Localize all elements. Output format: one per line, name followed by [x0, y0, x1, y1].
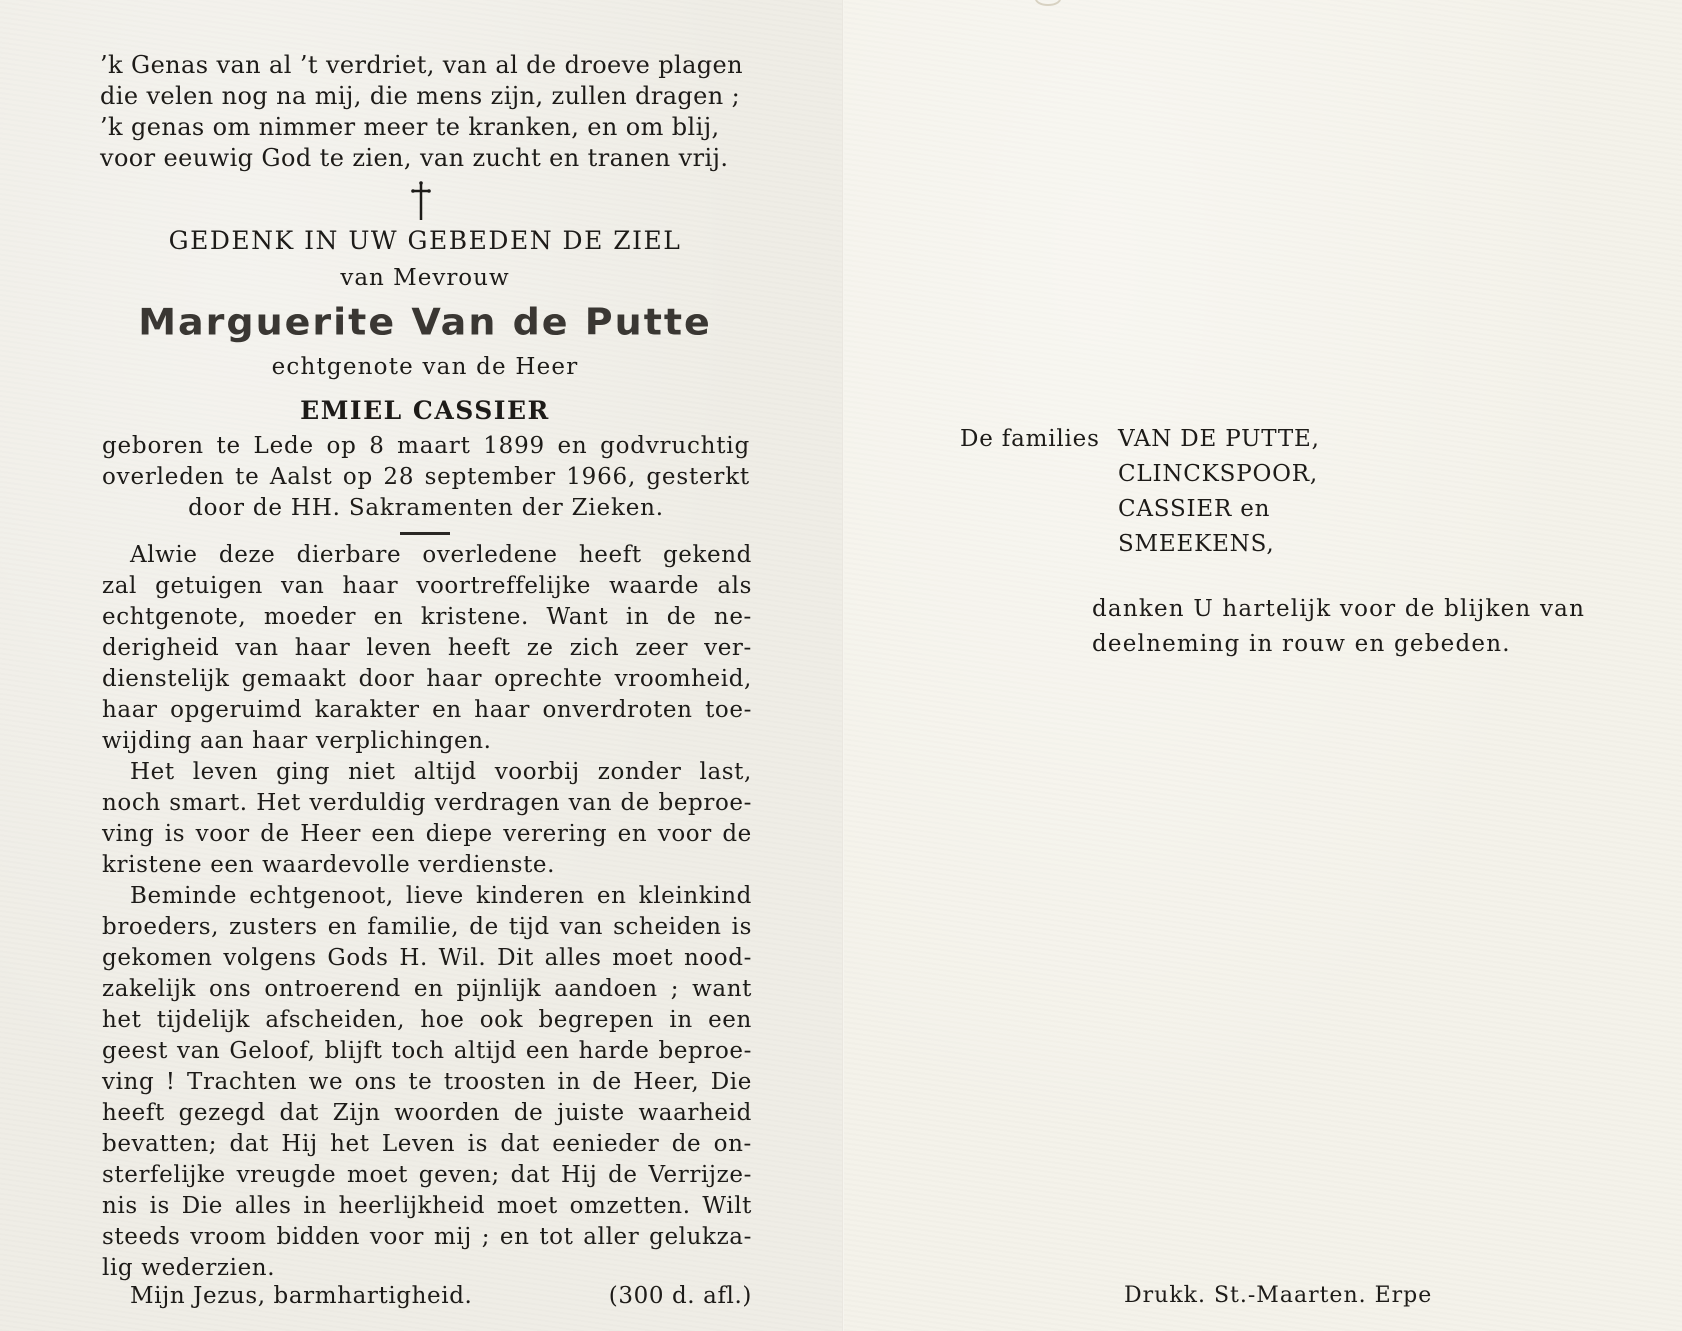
poem [100, 50, 750, 174]
word: pijnlijk [456, 976, 542, 1002]
word: toch [391, 1038, 445, 1064]
word: en [596, 883, 627, 909]
word: oprechte [494, 666, 603, 692]
text-line [102, 633, 752, 664]
families-row [960, 527, 1320, 562]
word: zeer [635, 635, 689, 661]
word: de [260, 821, 290, 847]
word: en [557, 433, 588, 459]
word: verplichingen. [315, 728, 492, 754]
word: aller [583, 1224, 640, 1250]
word: heeft [578, 542, 642, 568]
word: dat [279, 1100, 319, 1126]
word: ; [670, 976, 680, 1002]
word: in [303, 1193, 327, 1219]
word: Geloof, [229, 1038, 316, 1064]
word: omzetten. [569, 1193, 691, 1219]
cross-icon [406, 180, 436, 222]
word: vreugde [236, 1162, 337, 1188]
indulgence-note: (300 d. afl.) [608, 1283, 752, 1309]
word: te [216, 433, 241, 459]
word: last, [699, 759, 752, 785]
word: kleinkind [638, 883, 752, 909]
bio-line [102, 431, 750, 462]
word: ons [354, 1069, 397, 1095]
word: woorden [394, 1100, 501, 1126]
word: het [102, 1007, 142, 1033]
memorial-text [102, 540, 752, 1284]
word: noch [102, 790, 161, 816]
word: nis [102, 1193, 138, 1219]
word: ons [209, 976, 252, 1002]
word: on- [713, 1131, 752, 1157]
word: in [625, 604, 650, 630]
word: diepe [425, 821, 493, 847]
word: van [559, 914, 604, 940]
word: 1899 [483, 433, 545, 459]
text-line [102, 974, 752, 1005]
word: van [568, 790, 612, 816]
remembrance-heading: GEDENK IN UW GEBEDEN DE ZIEL [168, 226, 682, 255]
word: voor [195, 821, 250, 847]
word: de [469, 914, 499, 940]
word: voor [657, 821, 712, 847]
word: de [620, 790, 651, 816]
word: Dit [497, 945, 534, 971]
word: aandoen [554, 976, 658, 1002]
text-line [102, 1191, 752, 1222]
bio-line: door de HH. Sakramenten der Zieken. [188, 495, 664, 521]
word: Leven [381, 1131, 456, 1157]
word: kristene [102, 852, 203, 878]
word: Want [546, 604, 609, 630]
word: haar [294, 635, 351, 661]
word: moeder [263, 604, 357, 630]
word: waarheid [638, 1100, 752, 1126]
word: alles [234, 1193, 292, 1219]
word: maart [397, 433, 471, 459]
word: de [592, 1069, 622, 1095]
word: in [669, 1007, 693, 1033]
word: ; [481, 1224, 491, 1250]
text-line [102, 1253, 752, 1284]
text-line [102, 1098, 752, 1129]
word: harde [578, 1038, 650, 1064]
word: beproe- [658, 790, 752, 816]
families-block [960, 422, 1320, 562]
word: zonder [597, 759, 682, 785]
word: Gods [327, 945, 389, 971]
word: mij [433, 1224, 472, 1250]
word: de [513, 1100, 544, 1126]
word: lieve [405, 883, 464, 909]
word: kinderen [476, 883, 585, 909]
word: voortreffelijke [416, 573, 591, 599]
text-line [102, 664, 752, 695]
right-page [844, 0, 1682, 1331]
word: zakelijk [102, 976, 196, 1002]
poem-line: ’k Genas van al ’t verdriet, van al de droeve plagen [100, 51, 744, 79]
word: ontroerend [264, 976, 401, 1002]
word: nood- [683, 945, 752, 971]
word: een [708, 1007, 752, 1033]
printer-credit: Drukk. St.-Maarten. Erpe [1124, 1283, 1433, 1308]
word: op [342, 464, 374, 490]
word: ! [165, 1069, 176, 1095]
closing-prayer: Mijn Jezus, barmhartigheid. [130, 1283, 473, 1309]
word: lig [102, 1255, 134, 1281]
word: juiste [557, 1100, 625, 1126]
word: wederzien. [141, 1255, 276, 1281]
word: dierbare [296, 542, 402, 568]
families-intro: De families [960, 426, 1100, 452]
thanks-message [1092, 592, 1608, 662]
word: geest [102, 1038, 168, 1064]
text-line [102, 1036, 752, 1067]
word: Aalst [269, 464, 333, 490]
word: beproe- [658, 1038, 752, 1064]
word: en [327, 914, 358, 940]
word: derigheid [102, 635, 220, 661]
word: 8 [369, 433, 385, 459]
word: 1966, [566, 464, 637, 490]
families-row [960, 492, 1320, 527]
word: gezegd [178, 1100, 266, 1126]
word: godvruchtig [600, 433, 750, 459]
text-line [102, 571, 752, 602]
word: Beminde [130, 883, 238, 909]
text-line [102, 1129, 752, 1160]
word: broeders, [102, 914, 220, 940]
word: is [164, 821, 186, 847]
word: verering [503, 821, 608, 847]
word: smart. [169, 790, 248, 816]
word: haar [252, 728, 308, 754]
word: getuigen [155, 573, 263, 599]
word: Alwie [130, 542, 198, 568]
text-line [102, 912, 752, 943]
title-of-address: van Mevrouw [340, 265, 510, 291]
spouse-relation: echtgenote van de Heer [271, 354, 579, 380]
spouse-name: EMIEL CASSIER [300, 396, 550, 425]
word: karakter [314, 697, 420, 723]
word: heeft [102, 1100, 165, 1126]
word: leven [366, 635, 432, 661]
word: steeds [102, 1224, 181, 1250]
word: Die [181, 1193, 223, 1219]
word: gemaakt [241, 666, 347, 692]
word: gelukza- [649, 1224, 752, 1250]
poem-line: ’k genas om nimmer meer te kranken, en om blij, [100, 113, 720, 141]
word: van [235, 635, 279, 661]
word: te [408, 1069, 433, 1095]
word: zusters [229, 914, 318, 940]
word: dat [229, 1131, 269, 1157]
word: zich [569, 635, 620, 661]
word: haar [426, 666, 483, 692]
word: tijdelijk [156, 1007, 251, 1033]
word: altijd [413, 759, 477, 785]
poem-line: voor eeuwig God te zien, van zucht en tranen vrij. [100, 144, 729, 172]
text-line [102, 757, 752, 788]
text-line [102, 540, 752, 571]
word: Heer [300, 821, 361, 847]
families-row [960, 422, 1320, 457]
word: is [731, 914, 752, 940]
word: in [557, 1069, 581, 1095]
family-name: CASSIER en [1118, 496, 1271, 522]
word: eenieder [552, 1131, 660, 1157]
word: moet [612, 945, 674, 971]
text-line [102, 788, 752, 819]
word: dat [500, 1131, 540, 1157]
text-line [102, 881, 752, 912]
word: en [432, 697, 462, 723]
word: sterfelijke [102, 1162, 226, 1188]
word: volgens [223, 945, 317, 971]
word: toe- [705, 697, 752, 723]
word: moet [347, 1162, 408, 1188]
word: we [308, 1069, 344, 1095]
word: als [717, 573, 752, 599]
word: leven [192, 759, 259, 785]
text-line [102, 695, 752, 726]
word: Wil. [438, 945, 487, 971]
word: blijft [324, 1038, 383, 1064]
word: bevatten; [102, 1131, 218, 1157]
word: overledene [422, 542, 558, 568]
word: en [617, 821, 648, 847]
word: Wilt [702, 1193, 752, 1219]
divider-rule [400, 532, 450, 535]
word: want [692, 976, 752, 1002]
word: tijd [508, 914, 550, 940]
word: dienstelijk [102, 666, 230, 692]
word: Trachten [187, 1069, 298, 1095]
text-line [102, 943, 752, 974]
word: voor [369, 1224, 424, 1250]
word: Lede [253, 433, 314, 459]
word: zal [102, 573, 137, 599]
word: en [413, 976, 444, 1002]
poem-line: die velen nog na mij, die mens zijn, zullen dragen ; [100, 82, 741, 110]
word: waardevolle [262, 852, 411, 878]
word: afscheiden, [265, 1007, 406, 1033]
text-line [102, 850, 752, 881]
thanks-line: deelneming in rouw en gebeden. [1092, 631, 1511, 657]
word: geven; [418, 1162, 500, 1188]
word: haar [102, 697, 158, 723]
word: de [671, 1131, 702, 1157]
word: bidden [276, 1224, 361, 1250]
word: wijding [102, 728, 192, 754]
word: een [210, 852, 255, 878]
word: vroom [190, 1224, 267, 1250]
word: scheiden [613, 914, 722, 940]
text-line [102, 1222, 752, 1253]
word: gekomen [102, 945, 213, 971]
family-name: VAN DE PUTTE, [1118, 426, 1320, 452]
word: Zijn [332, 1100, 381, 1126]
word: een [525, 1038, 570, 1064]
thanks-line: danken U hartelijk voor de blijken van [1092, 596, 1586, 622]
text-line [102, 1160, 752, 1191]
word: heeft [447, 635, 511, 661]
word: familie, [367, 914, 460, 940]
word: gekend [662, 542, 752, 568]
word: Verrijze- [648, 1162, 752, 1188]
word: de [608, 1162, 638, 1188]
word: overleden [102, 464, 225, 490]
word: ver- [704, 635, 752, 661]
word: heerlijkheid [338, 1193, 486, 1219]
word: geboren [102, 433, 204, 459]
text-line [102, 602, 752, 633]
word: van [281, 573, 325, 599]
word: moet [496, 1193, 558, 1219]
word: het [330, 1131, 370, 1157]
word: Hij [560, 1162, 598, 1188]
card-fold [842, 0, 844, 1331]
word: is [149, 1193, 170, 1219]
word: verdienste. [418, 852, 556, 878]
word: verdragen [434, 790, 561, 816]
word: Het [256, 790, 301, 816]
word: tot [539, 1224, 574, 1250]
word: begrepen [538, 1007, 655, 1033]
word: ving [102, 1069, 155, 1095]
word: en [499, 1224, 530, 1250]
word: voorbij [494, 759, 580, 785]
word: kristene. [420, 604, 529, 630]
families-row [960, 457, 1320, 492]
word: H. [399, 945, 428, 971]
word: verduldig [309, 790, 427, 816]
word: Het [130, 759, 175, 785]
word: niet [348, 759, 396, 785]
word: Hij [281, 1131, 318, 1157]
word: 28 [383, 464, 415, 490]
word: waarde [609, 573, 700, 599]
word: september [424, 464, 556, 490]
family-name: SMEEKENS, [1118, 531, 1275, 557]
word: Heer, [633, 1069, 700, 1095]
word: haar [474, 697, 530, 723]
word: en [373, 604, 404, 630]
word: een [371, 821, 416, 847]
word: aan [200, 728, 245, 754]
word: echtgenote, [102, 604, 247, 630]
word: gesterkt [646, 464, 750, 490]
word: troosten [443, 1069, 547, 1095]
word: Die [710, 1069, 752, 1095]
word: ook [479, 1007, 524, 1033]
word: opgeruimd [170, 697, 303, 723]
word: door [358, 666, 415, 692]
word: echtgenoot, [249, 883, 394, 909]
word: alles [544, 945, 602, 971]
word: te [235, 464, 260, 490]
word: deze [218, 542, 276, 568]
word: de [666, 604, 697, 630]
word: de [722, 821, 752, 847]
word: vroomheid, [614, 666, 752, 692]
biography [102, 431, 750, 524]
text-line [102, 819, 752, 850]
word: ging [276, 759, 331, 785]
word: onverdroten [542, 697, 693, 723]
text-line [102, 1067, 752, 1098]
word: altijd [453, 1038, 517, 1064]
word: op [326, 433, 357, 459]
bio-line [102, 462, 750, 493]
word: hoe [420, 1007, 465, 1033]
family-name: CLINCKSPOOR, [1118, 461, 1319, 487]
word: is [467, 1131, 488, 1157]
word: ving [102, 821, 155, 847]
word: ze [526, 635, 554, 661]
word: van [177, 1038, 221, 1064]
closing-line [130, 1283, 752, 1309]
word: dat [510, 1162, 551, 1188]
text-line [102, 1005, 752, 1036]
deceased-name: Marguerite Van de Putte [138, 301, 712, 343]
word: ne- [713, 604, 752, 630]
word: haar [342, 573, 399, 599]
text-line [102, 726, 752, 757]
